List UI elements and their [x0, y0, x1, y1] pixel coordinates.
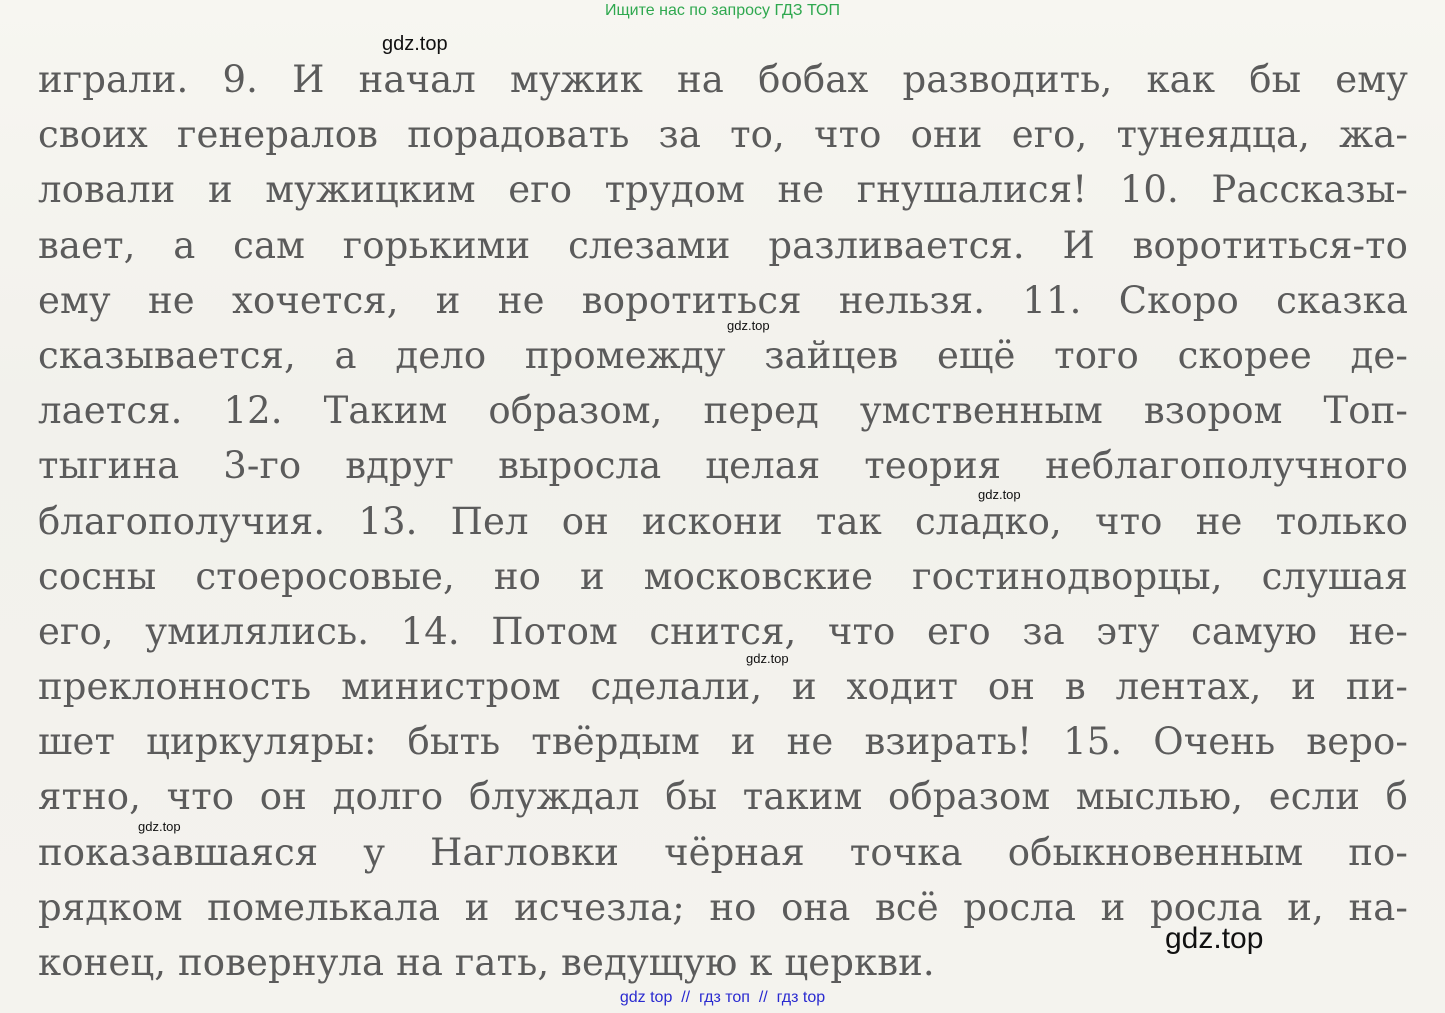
text-line: преклонность министром сделали, и ходит он в лентах, и пи-	[38, 665, 1408, 709]
text-line: конец, повернула на гать, ведущую к церкви.	[38, 941, 935, 984]
footer-links	[0, 988, 1445, 1008]
text-line: своих генералов порадовать за то, что они его, тунеядца, жа-	[38, 113, 1408, 157]
text-line: ятно, что он долго блуждал бы таким образом мыслью, если б	[38, 775, 1408, 819]
text-line: лается. 12. Таким образом, перед умственным взором Топ-	[38, 389, 1408, 433]
document-text	[38, 52, 1408, 990]
text-line: показавшаяся у Нагловки чёрная точка обыкновенным по-	[38, 830, 1408, 874]
text-line: ему не хочется, и не воротиться нельзя. 11. Скоро сказка	[38, 278, 1408, 322]
text-line: тыгина 3-го вдруг выросла целая теория неблагополучного	[38, 444, 1408, 488]
watermark: gdz.top	[746, 651, 789, 666]
top-banner[interactable]: Ищите нас по запросу ГДЗ ТОП	[605, 2, 840, 19]
footer-separator: //	[758, 989, 768, 1006]
watermark: gdz.top	[138, 819, 181, 834]
footer-link-gdz-top[interactable]: gdz top	[619, 989, 673, 1006]
footer-separator: //	[681, 989, 691, 1006]
text-line: рядком помелькала и исчезла; но она всё росла и росла и, на-	[38, 885, 1408, 929]
text-line: сосны стоеросовые, но и московские гостинодворцы, слушая	[38, 554, 1408, 598]
text-line: его, умилялись. 14. Потом снится, что его за эту самую не-	[38, 609, 1408, 653]
footer-link-gdz-top-ru[interactable]: гдз топ	[699, 989, 750, 1006]
watermark: gdz.top	[978, 487, 1021, 502]
footer-link-gdz-top-mixed[interactable]: гдз top	[776, 989, 826, 1006]
text-line: благополучия. 13. Пел он искони так сладко, что не только	[38, 499, 1408, 543]
text-line: ловали и мужицким его трудом не гнушалися! 10. Рассказы-	[38, 168, 1408, 212]
text-line: играли. 9. И начал мужик на бобах разводить, как бы ему	[38, 58, 1408, 101]
watermark: gdz.top	[727, 318, 770, 333]
watermark: gdz.top	[382, 33, 448, 55]
watermark: gdz.top	[1165, 922, 1264, 955]
text-line: сказывается, а дело промежду зайцев ещё того скорее де-	[38, 333, 1408, 377]
text-line: шет циркуляры: быть твёрдым и не взирать! 15. Очень веро-	[38, 720, 1408, 764]
text-line: вает, а сам горькими слезами разливается. И воротиться-то	[38, 223, 1408, 267]
